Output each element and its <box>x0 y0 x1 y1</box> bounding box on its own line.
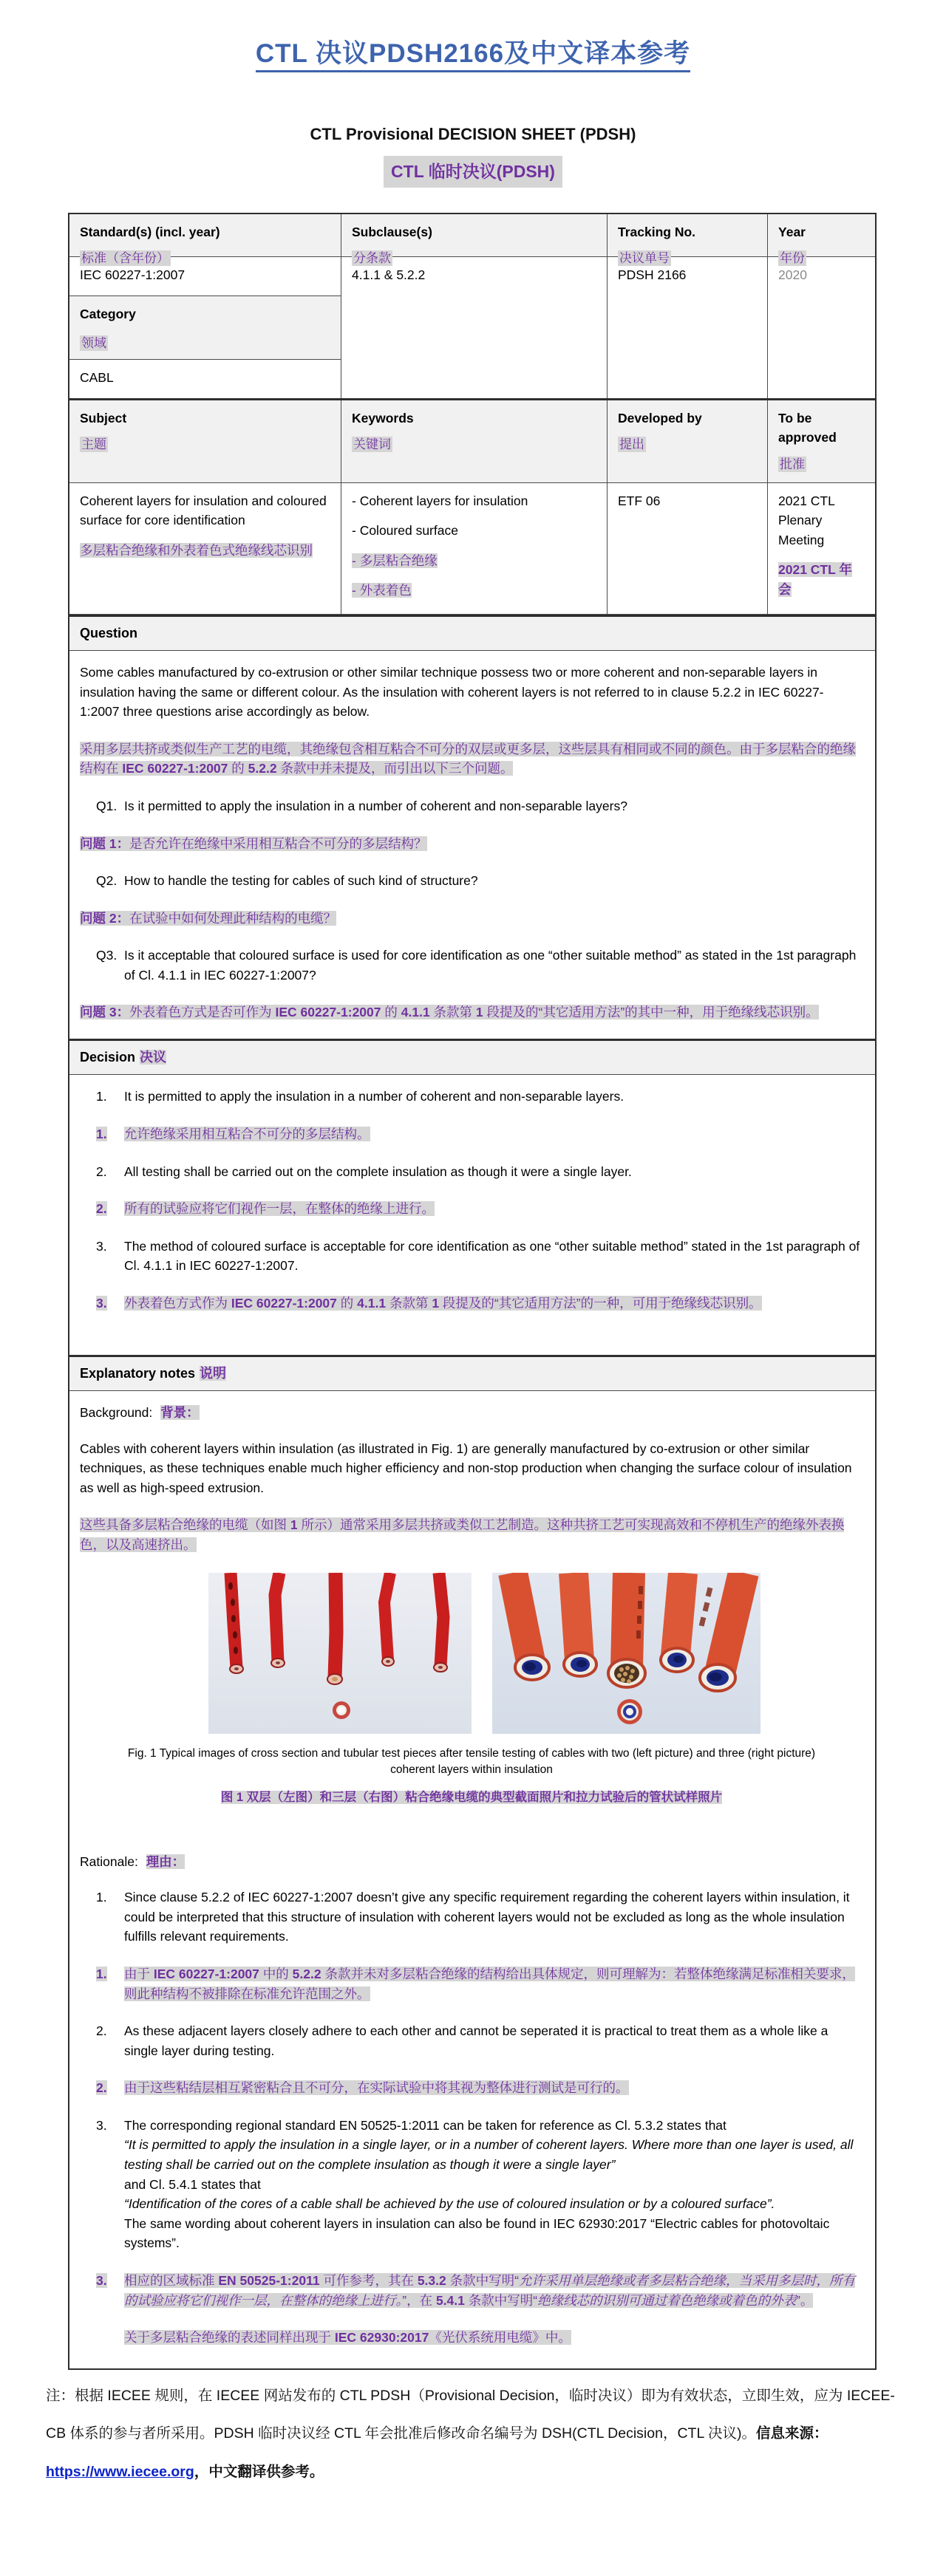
question-intro-cn: 采用多层共挤或类似生产工艺的电缆，其绝缘包含相互粘合不可分的双层或更多层，这些层具有相同或不同的颜色。由于多层粘合的绝缘结构在 IEC 60227-1:2007 的 5.2.2 条款中并未提及，而引出以下三个问题。 <box>80 741 856 776</box>
tracking-label-cell: Tracking No. 决议单号 <box>608 214 768 257</box>
rationale-item-3-en: 3. The corresponding regional standard EN 50525-1:2011 can be taken for reference as Cl. 5.3.2 states that “It is permitted to apply the insulation in a single layer, or in a number of coherent layers. Where more than one layer is used, all testing shall be carried out on the complete insulation as though it were a single layer” and Cl. 5.4.1 states that “Identification of the cores of a cable shall be achieved by the use of coloured insulation or by a coloured surface”. The same wording about coherent layers in insulation can also be found in IEC 62930:2017 “Electric cables for photovoltaic systems”. <box>80 2116 863 2253</box>
category-label-cell: Category 领域 <box>69 296 341 360</box>
rationale-label: Rationale: 理由： <box>80 1854 186 1869</box>
background-label-cn: 背景： <box>160 1404 200 1420</box>
subject-value-cell <box>69 483 341 615</box>
background-cn: 这些具备多层粘合绝缘的电缆（如图 1 所示）通常采用多层共挤或类似工艺制造。这种共挤工艺可实现高效和不停机生产的绝缘外表换色，以及高速挤出。 <box>80 1517 845 1552</box>
standard-value-cell: IEC 60227-1:2007 <box>69 257 341 296</box>
question-3-en: Q3. Is it acceptable that coloured surface is used for core identification as one “other suitable method” as stated in the 1st paragraph of Cl. 4.1.1 in IEC 60227-1:2007? <box>96 948 857 983</box>
footnote: 注：根据 IECEE 规则，在 IECEE 网站发布的 CTL PDSH（Provisional Decision，临时决议）即为有效状态，立即生效，应为 IECEE-CB 体系的参与者所采用。PDSH 临时决议经 CTL 年会批准后修改命名编号为 DSH(CTL Decision，CTL 决议)。信息来源：https://www.iecee.org，中文翻译供参考。 <box>46 2387 895 2481</box>
figure-right-photo <box>492 1573 760 1734</box>
question-1-en: Q1. Is it permitted to apply the insulation in a number of coherent and non-separable layers? <box>96 798 627 813</box>
rationale-3-line: and Cl. 5.4.1 states that <box>124 2176 261 2192</box>
rationale-label-cn: 理由： <box>146 1854 186 1869</box>
decision-item-2-en: 2. All testing shall be carried out on the complete insulation as though it were a single layer. <box>96 1164 632 1179</box>
decision-item-1-cn: 1. 允许绝缘采用相互粘合不可分的多层结构。 <box>96 1127 370 1142</box>
subclause-value-cell: 4.1.1 & 5.2.2 <box>341 257 608 398</box>
decision-section-body <box>69 1075 875 1354</box>
rationale-item-3-cn: 3. 相应的区域标准 EN 50525-1:2011 可作参考，其在 5.3.2 条款中写明“允许采用单层绝缘或者多层粘合绝缘，当采用多层时，所有的试验应将它们视作一层，在整体的绝缘上进行。”，在 5.4.1 条款中写明“绝缘线芯的识别可通过着色绝缘或着色的外表”。 <box>96 2273 855 2308</box>
figure-caption-en: Fig. 1 Typical images of cross section and tubular test pieces after tensile testing of cables with two (left picture) and three (right picture) coherent layers within insulation <box>127 1746 816 1776</box>
decision-item-3-en: 3. The method of coloured surface is acceptable for core identification as one “other suitable method” stated in the 1st paragraph of Cl. 4.1.1 in IEC 60227-1:2007. <box>96 1238 860 1274</box>
category-label-cn: 领域 <box>81 336 106 351</box>
background-en: Cables with coherent layers within insulation (as illustrated in Fig. 1) are generally manufactured by co-extrusion or other similar techniques, as these techniques enable much higher efficiency and non-stop production when changing the surface colour of insulation as well as high-speed extrusion. <box>80 1441 852 1495</box>
question-section-header: Question <box>69 615 875 651</box>
explanatory-header-cn: 说明 <box>200 1365 227 1381</box>
keywords-label-cell: Keywords 关键词 <box>341 400 608 483</box>
rationale-3-quote: “Identification of the cores of a cable shall be achieved by the use of coloured insulation or by a coloured surface”. <box>124 2196 775 2212</box>
info-grid <box>69 214 875 398</box>
rationale-3-line: The same wording about coherent layers in insulation can also be found in IEC 62930:2017 “Electric cables for photovoltaic systems”. <box>124 2215 830 2251</box>
approved-label-cell: To be approved 批准 <box>768 400 875 483</box>
question-2-cn: 问题 2：在试验中如何处理此种结构的电缆？ <box>80 910 337 926</box>
tracking-value-cell: PDSH 2166 <box>608 257 768 398</box>
subject-label-cn: 主题 <box>81 437 106 452</box>
keyword-item-cn: - 外表着色 <box>352 583 412 598</box>
tracking-column <box>608 214 768 398</box>
document-subtitle-en: CTL Provisional DECISION SHEET (PDSH) <box>310 125 636 144</box>
rationale-item-2-cn: 2. 由于这些粘结层相互紧密粘合且不可分，在实际试验中将其视为整体进行测试是可行的。 <box>96 2080 629 2096</box>
subject-grid <box>69 398 875 615</box>
developed-by-label-cn: 提出 <box>619 437 644 452</box>
page-title: CTL 决议PDSH2166及中文译本参考 <box>0 34 946 73</box>
decision-header-cn: 决议 <box>140 1050 167 1065</box>
subclause-label-cell: Subclause(s) 分条款 <box>341 214 608 257</box>
question-intro-en: Some cables manufactured by co-extrusion or other similar technique possess two or more coherent and non-separable layers in insulation having the same or different colour. As the insulation with coherent layers is not referred to in clause 5.2.2 in IEC 60227-1:2007 three questions arise accordingly as below. <box>80 664 824 720</box>
standard-label-cn: 标准（含年份） <box>81 251 169 266</box>
keyword-item: - Coloured surface <box>352 523 458 539</box>
approved-label-cn: 批准 <box>780 457 805 471</box>
decision-item-2-cn: 2. 所有的试验应将它们视作一层，在整体的绝缘上进行。 <box>96 1201 435 1217</box>
rationale-item-1-cn: 1. 由于 IEC 60227-1:2007 中的 5.2.2 条款并未对多层粘合绝缘的结构给出具体规定，则可理解为：若整体绝缘满足标准相关要求，则此种结构不被排除在标准允许范围之外。 <box>96 1966 855 2001</box>
question-3-cn: 问题 3：外表着色方式是否可作为 IEC 60227-1:2007 的 4.1.1 条款第 1 段提及的“其它适用方法”的其中一种，用于绝缘线芯识别。 <box>80 1005 819 1020</box>
tracking-label-cn: 决议单号 <box>619 251 670 266</box>
subclause-column <box>341 214 608 398</box>
rationale-item-2-en: 2. As these adjacent layers closely adhere to each other and cannot be seperated it is practical to treat them as a whole like a single layer during testing. <box>96 2023 828 2058</box>
year-value-cell: 2020 <box>778 267 807 282</box>
decision-section-header: Decision 决议 <box>69 1039 875 1075</box>
decision-item-3-cn: 3. 外表着色方式作为 IEC 60227-1:2007 的 4.1.1 条款第 1 段提及的“其它适用方法”的一种，可用于绝缘线芯识别。 <box>96 1296 762 1311</box>
rationale-3-quote: “It is permitted to apply the insulation in a single layer, or in a number of coherent layers. Where more than one layer is used, all testing shall be carried out on the complete insulation as though it were a single layer” <box>124 2137 854 2173</box>
standard-label-cell: Standard(s) (incl. year) 标准（含年份） <box>69 214 341 257</box>
decision-sheet-table <box>68 213 877 2370</box>
approved-value-cn: 2021 CTL 年会 <box>778 562 852 597</box>
subject-value-cn: 多层粘合绝缘和外表着色式绝缘线芯识别 <box>80 542 313 558</box>
rationale-item-3-cn-extra: 关于多层粘合绝缘的表述同样出现于 IEC 62930:2017《光伏系统用电缆》中。 <box>124 2330 571 2346</box>
keyword-item-cn: - 多层粘合绝缘 <box>352 553 438 568</box>
rationale-3-line: The corresponding regional standard EN 50525-1:2011 can be taken for reference as Cl. 5.3.2 states that <box>124 2117 726 2133</box>
subject-value-en: Coherent layers for insulation and coloured surface for core identification <box>80 493 327 528</box>
document-subtitle-cn: CTL 临时决议(PDSH) <box>0 156 946 188</box>
background-label: Background: 背景： <box>80 1404 200 1420</box>
question-section-body <box>69 651 875 1039</box>
category-value-cell: CABL <box>69 360 341 398</box>
decision-item-1-en: 1. It is permitted to apply the insulation in a number of coherent and non-separable layers. <box>96 1089 625 1104</box>
year-label-cn: 年份 <box>780 251 805 266</box>
standard-category-column <box>69 214 341 398</box>
figure-caption-cn: 图 1 双层（左图）和三层（右图）粘合绝缘电缆的典型截面照片和拉力试验后的管状试样照片 <box>220 1791 723 1805</box>
subclause-label-cn: 分条款 <box>353 251 391 266</box>
approved-value-en: 2021 CTL Plenary Meeting <box>778 493 835 547</box>
year-label-cell: Year 年份 <box>768 214 875 257</box>
keyword-item: - Coherent layers for insulation <box>352 493 528 508</box>
question-1-cn: 问题 1：是否允许在绝缘中采用相互粘合不可分的多层结构？ <box>80 836 427 851</box>
explanatory-section-header: Explanatory notes 说明 <box>69 1355 875 1391</box>
keywords-label-cn: 关键词 <box>353 437 391 452</box>
subject-label-cell: Subject 主题 <box>69 400 341 483</box>
year-column <box>768 214 875 398</box>
figure-left-photo <box>208 1573 472 1734</box>
rationale-item-1-en: 1. Since clause 5.2.2 of IEC 60227-1:2007 doesn’t give any specific requirement regarding the coherent layers within insulation, it could be interpreted that this structure of insulation with coherent layers would not be excluded as long as the whole insulation fulfills relevant requirements. <box>96 1890 850 1944</box>
question-2-en: Q2. How to handle the testing for cables of such kind of structure? <box>96 873 478 889</box>
iecee-link[interactable]: https://www.iecee.org <box>46 2464 194 2481</box>
developed-by-value-cell: ETF 06 <box>608 483 768 615</box>
approved-value-cell <box>768 483 875 615</box>
keywords-value-cell <box>341 483 608 615</box>
figure-1 <box>208 1573 863 1734</box>
developed-by-label-cell: Developed by 提出 <box>608 400 768 483</box>
explanatory-section-body <box>69 1391 875 2368</box>
